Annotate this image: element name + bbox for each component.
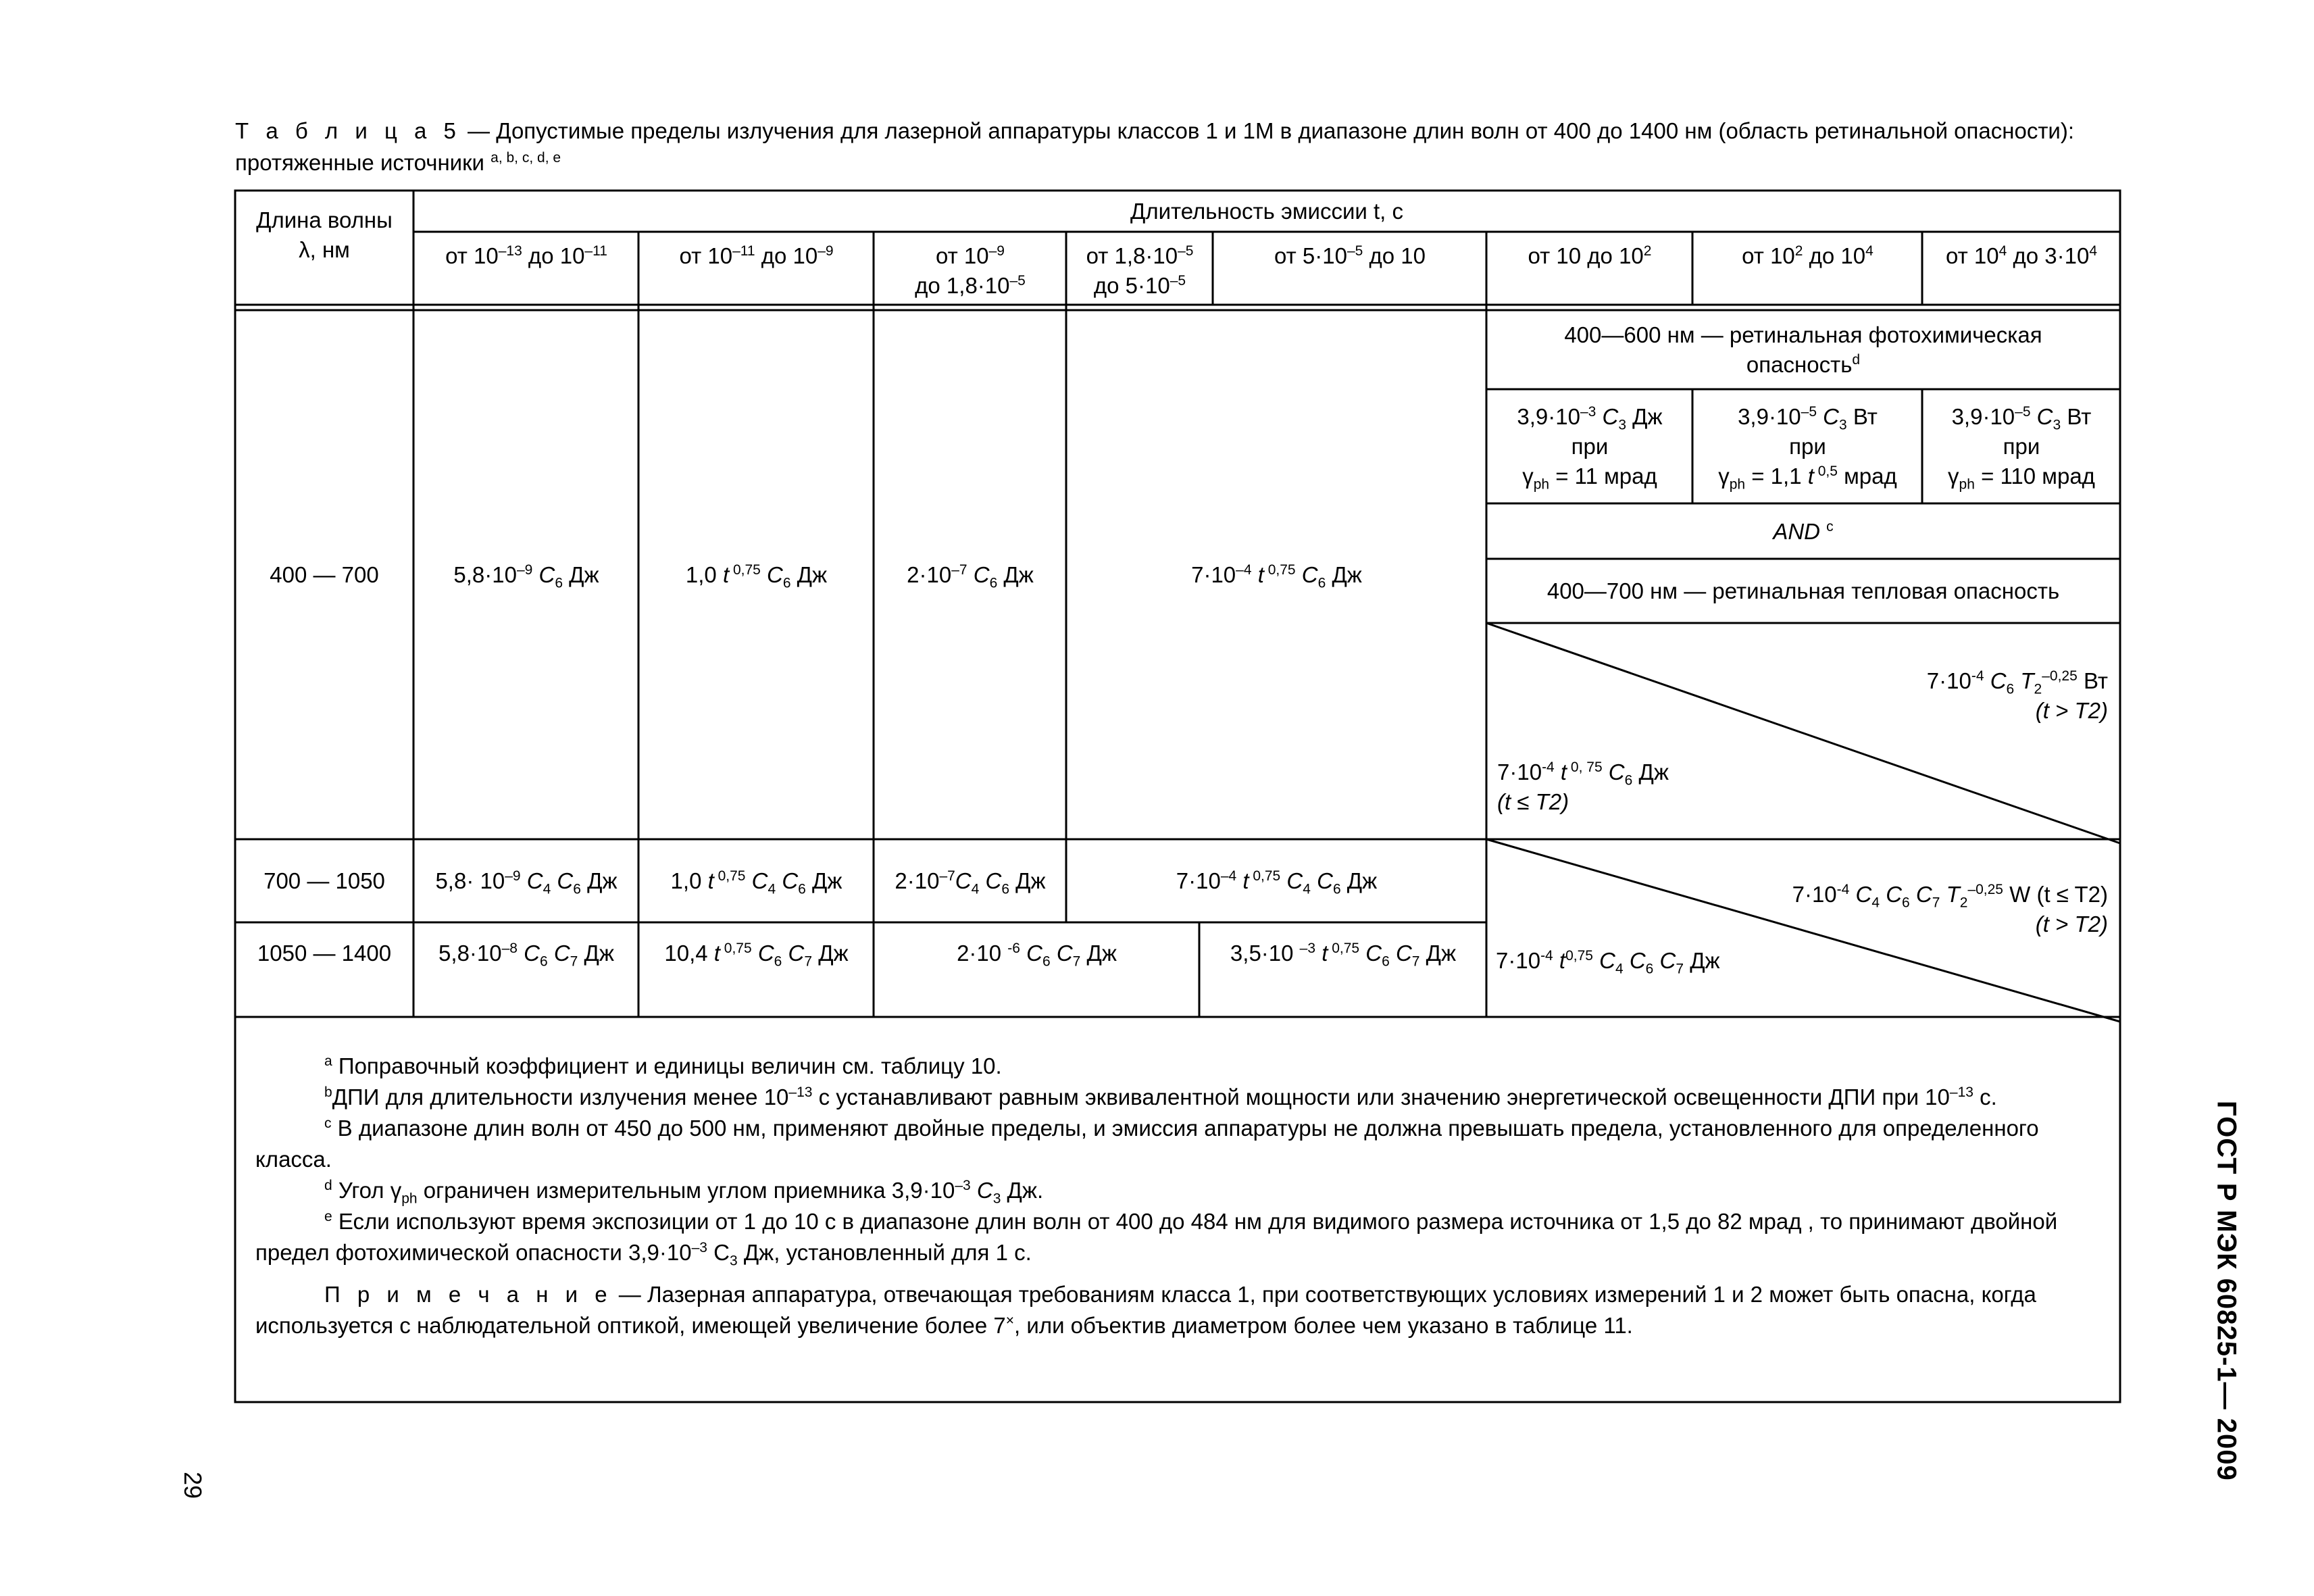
header-wavelength-line2: λ, нм (299, 237, 350, 262)
row1-wavelength: 400 — 700 (270, 562, 379, 587)
row2-upper-limit: $7\cdot 10^{-4}$ $C_4$ $C_6$ $C_7$ $T_2^{-0,25}$ W (t ≤ T2) (t > T2) (1792, 882, 2108, 937)
row1-cell-2: 1,0 t $^{0,75}$ $C_6$ Дж (685, 562, 828, 591)
header-col-8: от $10^4$ до $3\cdot 10^4$ (1946, 243, 2097, 268)
row1-cell-3: $2\cdot 10^{-7}$ $C_6$ Дж (907, 562, 1034, 591)
thermal-lower-limit: $7\cdot 10^{-4}$ t $^{0, 75}$ $C_6$ Дж (t ≤ T2) (1497, 759, 1669, 814)
row2-cell-3: $2\cdot 10^{-7}C_4$ $C_6$ Дж (895, 868, 1046, 897)
caption-refs: a, b, c, d, e (491, 150, 561, 166)
photochem-limit-1: $3,9\cdot 10^{-3}$ $C_3$ Дж при $\gamma_{ph} = 11$ мрад (1517, 404, 1663, 493)
footnote-a: $^a$ Поправочный коэффициент и единицы величин см. таблицу 10. (324, 1053, 1002, 1078)
row3-cell-4: 3,5·10 $^{-3}$ t $^{0,75}$ $C_6$ $C_7$ Дж (1230, 941, 1457, 970)
photochem-limit-2: $3,9\cdot 10^{-5}$ $C_3$ Вт при $\gamma_{ph} = 1,1$ t $^{0,5}$ мрад (1718, 404, 1897, 493)
row3-cell-1: $5,8\cdot 10^{-8}$ $C_6$ $C_7$ Дж (438, 941, 614, 970)
footnote-e: $^e$ Если используют время экспозиции от 1 до 10 с в диапазоне длин волн от 400 до 484 нм для видимого размера источника от 1,5 до 82 мрад , то принимают двойной предел фотохимической опасности $3,9\cdot 10^{-3}$ $C_3$ Дж, установленный для 1 с. (255, 1209, 2058, 1269)
header-col-5: от $5\cdot 10^{-5}$ до 10 (1274, 243, 1426, 268)
row3-cell-2: 10,4 t $^{0,75}$ $C_6$ $C_7$ Дж (664, 941, 849, 970)
photochem-title: 400—600 нм — ретинальная фотохимическая опасность$^d$ (1564, 322, 2042, 377)
footnote-d: $^d$ Угол $\gamma_{ph}$ ограничен измерительным углом приемника $3,9\cdot 10^{-3}$ $C_3$ Дж. (324, 1178, 1044, 1207)
header-col-2: от $10^{-11}$ до $10^{-9}$ (679, 243, 834, 268)
thermal-title: 400—700 нм — ретинальная тепловая опасность (1546, 578, 2060, 603)
page-number: 29 (179, 1471, 207, 1499)
table-number: Т а б л и ц а 5 (235, 118, 461, 143)
header-col-7: от $10^2$ до $10^4$ (1742, 243, 1873, 268)
header-wavelength (236, 192, 412, 303)
header-wavelength-line1: Длина волны (256, 207, 393, 232)
header-duration-title (415, 192, 2119, 230)
row2-cell-1: $5,8\cdot 10^{-9}$ $C_4$ $C_6$ Дж (435, 868, 618, 897)
footnote-c: $^c$ В диапазоне длин волн от 450 до 500 нм, применяют двойные пределы, и эмиссия аппаратуры не должна превышать предела, установленного для определенного класса. (255, 1116, 2039, 1172)
row3-lower-limit: $7\cdot 10^{-4}$ $t^{0,75}$ $C_4$ $C_6$ $C_7$ Дж (1496, 948, 1720, 977)
row1-cell-4: $7\cdot 10^{-4}$ t $^{0,75}$ $C_6$ Дж (1191, 562, 1362, 591)
photochem-limit-3: $3,9\cdot 10^{-5}$ $C_3$ Вт при $\gamma_{ph} = 110$ мрад (1948, 404, 2095, 493)
footnote-b: $^b$ДПИ для длительности излучения менее $10^{-13}$ с устанавливают равным эквивалентной мощности или значению энергетической освещенности ДПИ при $10^{-13}$ с. (324, 1084, 1997, 1109)
row2-cell-4: $7\cdot 10^{-4}$ t $^{0,75}$ $C_4$ $C_6$ Дж (1176, 868, 1378, 897)
row3-cell-3: 2·10 $^{-6}$ $C_6$ $C_7$ Дж (957, 941, 1117, 970)
header-col-3: от $10^{-9}$ до $1,8\cdot 10^{-5}$ (915, 243, 1026, 298)
table-footnotes (255, 1051, 2101, 1341)
header-col-4: от $1,8\cdot 10^{-5}$ до $5\cdot 10^{-5}$ (1086, 243, 1194, 298)
document-standard-title: ГОСТ Р МЭК 60825-1— 2009 (2211, 1100, 2242, 1481)
row2-cell-2: 1,0 t $^{0,75}$ $C_4$ $C_6$ Дж (670, 868, 842, 897)
caption-text: — Допустимые пределы излучения для лазерной аппаратуры классов 1 и 1М в диапазоне длин волн от 400 до 1400 нм (область ретинальной опасности): протяженные источники (235, 118, 2075, 175)
header-col-1: от $10^{-13}$ до $10^{-11}$ (445, 243, 607, 268)
thermal-upper-limit: $7\cdot 10^{-4}$ $C_6$ $T_2^{-0,25}$ Вт (t > T2) (1926, 668, 2108, 723)
table-note: П р и м е ч а н и е — Лазерная аппаратура, отвечающая требованиям класса 1, при соответствующих условиях измерений 1 и 2 может быть опасна, когда используется с наблюдательной оптикой, имеющей увеличение более 7×, или объектив диаметром более чем указано в таблице 11. (255, 1282, 2036, 1338)
row1-cell-1: $5,8\cdot 10^{-9}$ $C_6$ Дж (453, 562, 599, 591)
and-label: AND $^c$ (1773, 518, 1834, 544)
row2-wavelength: 700 — 1050 (263, 868, 385, 893)
header-col-6: от 10 до $10^2$ (1528, 243, 1652, 268)
row3-wavelength: 1050 — 1400 (257, 941, 392, 966)
header-duration-label: Длительность эмиссии t, с (1130, 198, 1404, 224)
